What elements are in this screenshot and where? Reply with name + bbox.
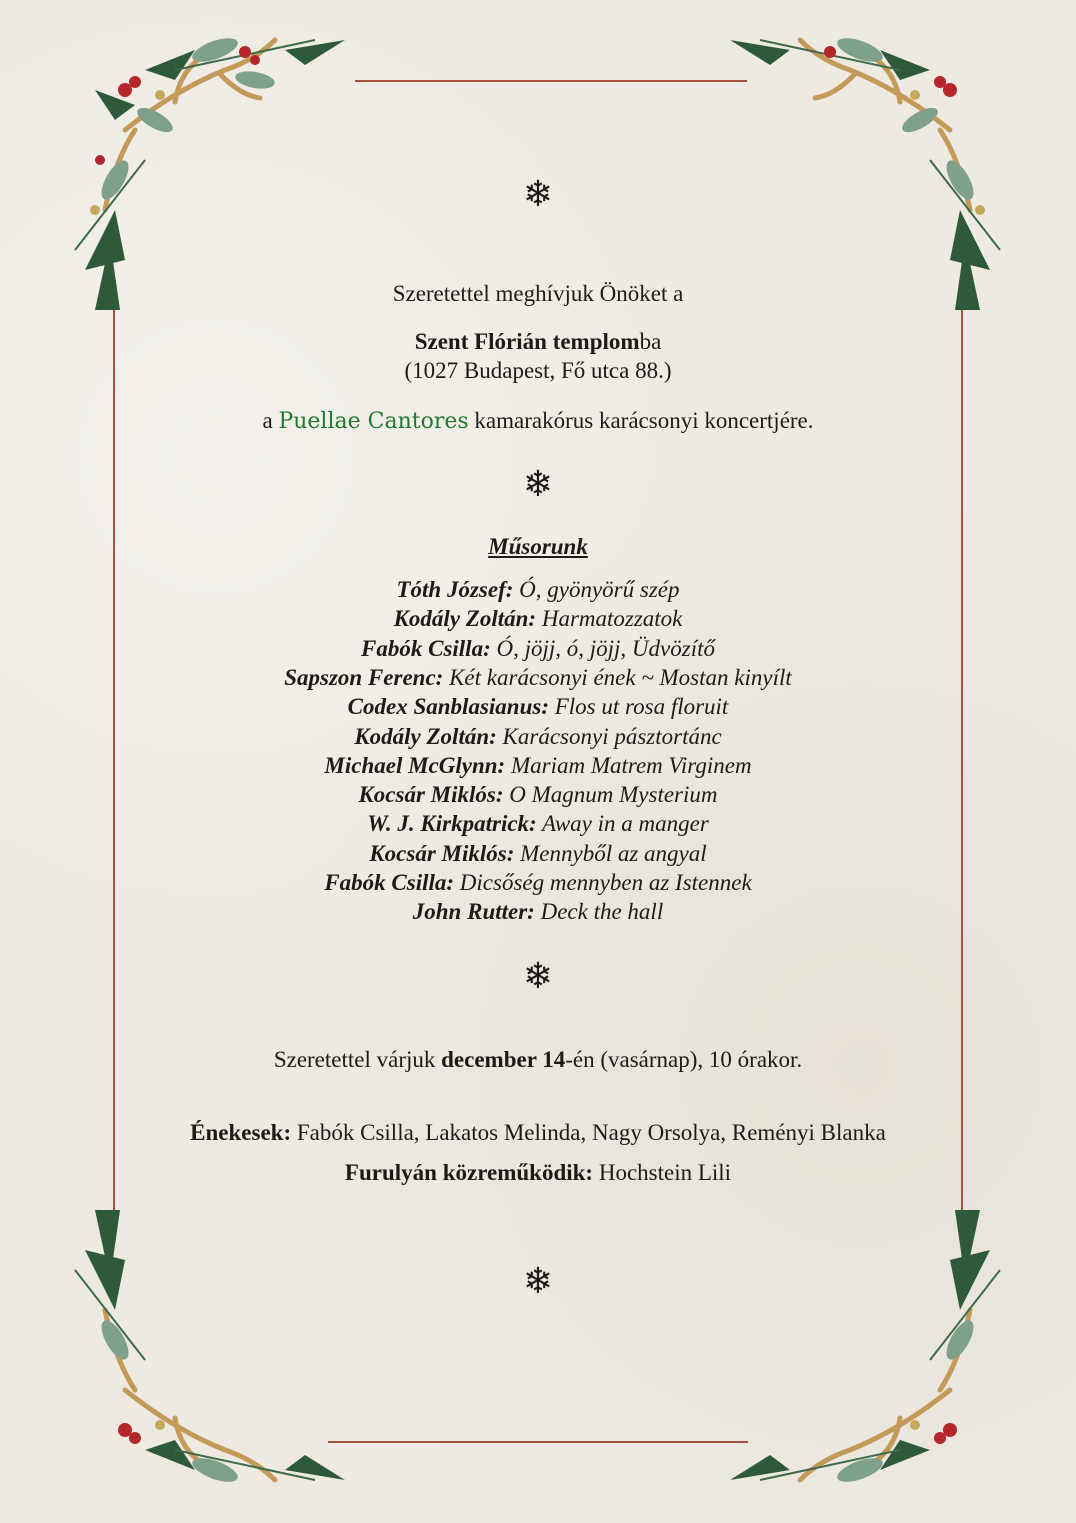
program-item: John Rutter: Deck the hall	[412, 899, 664, 925]
program-item: Tóth József: Ó, gyönyörű szép	[396, 577, 680, 602]
snowflake-icon: ❄	[522, 956, 554, 997]
choir-name: Puellae Cantores	[278, 409, 469, 434]
choir-prefix: a	[262, 408, 279, 433]
program-item: Kodály Zoltán: Karácsonyi pásztortánc	[354, 723, 722, 749]
corner-decoration-bottom-left	[55, 1190, 355, 1510]
program-item: Kodály Zoltán: Harmatozzatok	[393, 606, 683, 632]
singers-line: Énekesek: Fabók Csilla, Lakatos Melinda, Nagy Orsolya, Reményi Blanka	[190, 1120, 886, 1145]
program-item: Fabók Csilla: Dicsőség mennyben az Istennek	[324, 870, 752, 895]
program-item: Michael McGlynn: Mariam Matrem Virginem	[324, 752, 752, 778]
frame-bottom-line	[328, 1441, 748, 1443]
snowflake-icon: ❄	[522, 174, 554, 215]
program-item: Kocsár Miklós: O Magnum Mysterium	[358, 782, 718, 808]
venue-address: (1027 Budapest, Fő utca 88.)	[404, 358, 672, 383]
flute-line: Furulyán közreműködik: Hochstein Lili	[344, 1160, 732, 1185]
venue-name: Szent Flórián templom	[414, 329, 640, 354]
venue-suffix: ba	[639, 329, 662, 354]
invite-line: Szeretettel meghívjuk Önöket a	[392, 281, 684, 306]
program-item: Fabók Csilla: Ó, jöjj, ó, jöjj, Üdvözítő	[361, 635, 715, 661]
program-item: W. J. Kirkpatrick: Away in a manger	[367, 811, 709, 837]
choir-suffix: kamarakórus karácsonyi koncertjére.	[468, 408, 814, 433]
choir-line	[0, 406, 1076, 437]
snowflake-icon: ❄	[522, 1261, 554, 1302]
program-item: Codex Sanblasianus: Flos ut rosa floruit	[347, 694, 729, 720]
concert-date: december 14	[441, 1047, 566, 1072]
venue-line	[0, 327, 1076, 357]
program-item: Kocsár Miklós: Mennyből az angyal	[369, 840, 707, 866]
frame-top-line	[355, 80, 747, 82]
program-item: Sapszon Ferenc: Két karácsonyi ének ~ Mostan kinyílt	[284, 664, 792, 690]
date-line: Szeretettel várjuk december 14-én (vasárnap), 10 órakor.	[273, 1047, 803, 1072]
program-title: Műsorunk	[488, 534, 588, 559]
snowflake-icon: ❄	[522, 464, 554, 505]
corner-decoration-bottom-right	[720, 1190, 1020, 1510]
